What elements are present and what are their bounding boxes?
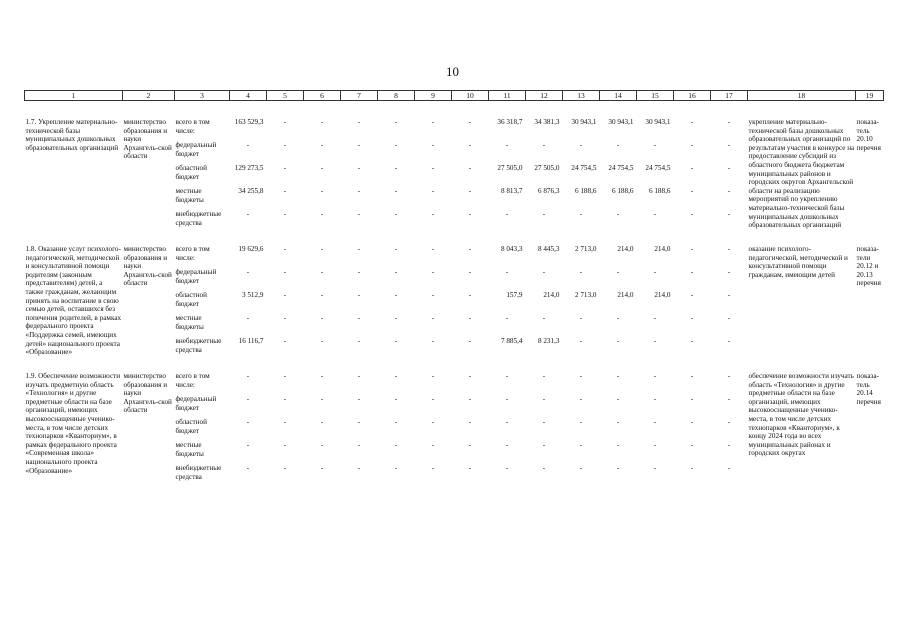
- value-cell: 8 231,3: [537, 337, 560, 345]
- value-cell: -: [468, 464, 472, 472]
- value-cell: -: [505, 418, 509, 426]
- value-cell: -: [246, 314, 250, 322]
- value-cell: -: [468, 210, 472, 218]
- value-cell: -: [468, 441, 472, 449]
- value-cell: -: [616, 418, 620, 426]
- value-cell: -: [431, 464, 435, 472]
- value-cell: -: [246, 141, 250, 149]
- spacer-row: [25, 101, 884, 119]
- value-cell: -: [579, 210, 583, 218]
- value-cell: -: [579, 268, 583, 276]
- value-cell: -: [616, 464, 620, 472]
- column-header: 12: [526, 91, 563, 101]
- value-cell: -: [505, 314, 509, 322]
- value-cell: -: [616, 337, 620, 345]
- value-cell: -: [283, 314, 287, 322]
- value-cell: -: [357, 210, 361, 218]
- funding-source: всего в том числе:: [175, 118, 210, 135]
- value-cell: -: [579, 418, 583, 426]
- value-cell: -: [394, 337, 398, 345]
- column-header: 14: [600, 91, 637, 101]
- value-cell: -: [653, 210, 657, 218]
- value-cell: -: [431, 314, 435, 322]
- column-header: 10: [452, 91, 489, 101]
- value-cell: -: [283, 141, 287, 149]
- value-cell: 19 629,6: [238, 245, 264, 253]
- value-cell: -: [246, 372, 250, 380]
- value-cell: -: [394, 418, 398, 426]
- value-cell: -: [727, 210, 731, 218]
- spacer-row: [25, 360, 884, 372]
- value-cell: -: [357, 314, 361, 322]
- column-header: 3: [175, 91, 230, 101]
- value-cell: 8 813,7: [500, 187, 523, 195]
- value-cell: -: [246, 441, 250, 449]
- column-header: 6: [304, 91, 341, 101]
- value-cell: -: [394, 245, 398, 253]
- value-cell: -: [357, 337, 361, 345]
- value-cell: -: [431, 141, 435, 149]
- value-cell: 27 505,0: [534, 164, 560, 172]
- value-cell: -: [542, 395, 546, 403]
- value-cell: -: [431, 395, 435, 403]
- value-cell: -: [579, 395, 583, 403]
- value-cell: -: [653, 441, 657, 449]
- value-cell: -: [653, 337, 657, 345]
- value-cell: 27 505,0: [497, 164, 523, 172]
- value-cell: -: [283, 337, 287, 345]
- value-cell: -: [727, 268, 731, 276]
- value-cell: -: [653, 141, 657, 149]
- value-cell: -: [727, 337, 731, 345]
- value-cell: -: [542, 141, 546, 149]
- value-cell: -: [542, 314, 546, 322]
- value-cell: -: [357, 187, 361, 195]
- value-cell: 30 943,1: [608, 118, 634, 126]
- value-cell: -: [616, 441, 620, 449]
- value-cell: -: [394, 187, 398, 195]
- value-cell: -: [357, 395, 361, 403]
- value-cell: -: [246, 268, 250, 276]
- value-cell: -: [283, 268, 287, 276]
- value-cell: -: [505, 372, 509, 380]
- value-cell: -: [431, 245, 435, 253]
- spacer-row: [25, 233, 884, 245]
- value-cell: 3 512,9: [241, 291, 264, 299]
- value-cell: -: [468, 141, 472, 149]
- value-cell: -: [320, 141, 324, 149]
- value-cell: -: [653, 268, 657, 276]
- value-cell: -: [468, 291, 472, 299]
- column-header: 9: [415, 91, 452, 101]
- value-cell: -: [727, 395, 731, 403]
- value-cell: -: [653, 464, 657, 472]
- value-cell: -: [357, 441, 361, 449]
- value-cell: -: [690, 314, 694, 322]
- value-cell: -: [394, 395, 398, 403]
- value-cell: -: [616, 395, 620, 403]
- column-header: 8: [378, 91, 415, 101]
- value-cell: -: [579, 441, 583, 449]
- value-cell: -: [283, 464, 287, 472]
- program-table: [24, 90, 884, 487]
- funding-source: внебюджетные средства: [175, 464, 222, 481]
- funding-source: внебюджетные средства: [175, 337, 222, 354]
- expected-result: оказание психолого-педагогической, методической и консультативной помощи гражданам, имеющим детей: [748, 245, 848, 279]
- value-cell: -: [320, 268, 324, 276]
- column-header: 7: [341, 91, 378, 101]
- value-cell: -: [542, 464, 546, 472]
- value-cell: -: [542, 268, 546, 276]
- value-cell: -: [394, 118, 398, 126]
- value-cell: 6 188,6: [648, 187, 671, 195]
- value-cell: -: [468, 268, 472, 276]
- value-cell: -: [431, 268, 435, 276]
- value-cell: -: [690, 337, 694, 345]
- funding-source: местные бюджеты: [175, 314, 204, 331]
- column-header: 15: [637, 91, 674, 101]
- value-cell: -: [542, 372, 546, 380]
- value-cell: -: [431, 418, 435, 426]
- indicator-ref: показа-тель 20.14 перечня: [856, 372, 881, 406]
- value-cell: -: [579, 464, 583, 472]
- funding-source: всего в том числе:: [175, 372, 210, 389]
- value-cell: -: [283, 118, 287, 126]
- value-cell: 24 754,5: [571, 164, 597, 172]
- value-cell: -: [394, 314, 398, 322]
- value-cell: -: [690, 464, 694, 472]
- table-row: [25, 118, 884, 141]
- value-cell: -: [505, 441, 509, 449]
- value-cell: -: [246, 395, 250, 403]
- column-header: 13: [563, 91, 600, 101]
- value-cell: -: [320, 291, 324, 299]
- value-cell: -: [690, 291, 694, 299]
- value-cell: 214,0: [617, 291, 634, 299]
- value-cell: -: [283, 291, 287, 299]
- value-cell: -: [357, 418, 361, 426]
- column-header: 5: [267, 91, 304, 101]
- value-cell: -: [357, 245, 361, 253]
- value-cell: -: [431, 441, 435, 449]
- value-cell: -: [320, 395, 324, 403]
- value-cell: 24 754,5: [608, 164, 634, 172]
- value-cell: -: [727, 441, 731, 449]
- value-cell: -: [394, 268, 398, 276]
- column-header: 19: [856, 91, 884, 101]
- table-row: [25, 372, 884, 395]
- value-cell: -: [468, 337, 472, 345]
- value-cell: -: [394, 210, 398, 218]
- value-cell: -: [727, 141, 731, 149]
- value-cell: -: [727, 291, 731, 299]
- activity-name: 1.7. Укрепление материально-технической базы муниципальных дошкольных образовательных организаций: [25, 118, 119, 152]
- value-cell: -: [616, 210, 620, 218]
- value-cell: -: [283, 210, 287, 218]
- value-cell: -: [579, 314, 583, 322]
- value-cell: -: [357, 164, 361, 172]
- value-cell: -: [542, 418, 546, 426]
- value-cell: -: [283, 245, 287, 253]
- value-cell: 214,0: [654, 245, 671, 253]
- value-cell: -: [431, 164, 435, 172]
- value-cell: -: [468, 395, 472, 403]
- value-cell: -: [468, 245, 472, 253]
- value-cell: -: [394, 464, 398, 472]
- value-cell: -: [468, 118, 472, 126]
- value-cell: 30 943,1: [645, 118, 671, 126]
- value-cell: -: [283, 395, 287, 403]
- value-cell: 214,0: [543, 291, 560, 299]
- table-row: [25, 245, 884, 268]
- value-cell: -: [320, 418, 324, 426]
- value-cell: -: [357, 268, 361, 276]
- value-cell: -: [320, 441, 324, 449]
- value-cell: 7 885,4: [500, 337, 523, 345]
- funding-source: федеральный бюджет: [175, 268, 217, 285]
- value-cell: -: [690, 164, 694, 172]
- executor: министерство образования и науки Архангель-ской области: [123, 118, 172, 161]
- value-cell: -: [394, 441, 398, 449]
- value-cell: -: [690, 372, 694, 380]
- column-header: 17: [711, 91, 748, 101]
- table-body: [25, 91, 884, 488]
- funding-source: местные бюджеты: [175, 441, 204, 458]
- value-cell: -: [690, 245, 694, 253]
- value-cell: -: [357, 291, 361, 299]
- indicator-ref: показа-тель 20.10 перечня: [856, 118, 881, 152]
- funding-source: местные бюджеты: [175, 187, 204, 204]
- value-cell: 6 188,6: [611, 187, 634, 195]
- value-cell: -: [542, 441, 546, 449]
- value-cell: -: [283, 441, 287, 449]
- value-cell: 214,0: [654, 291, 671, 299]
- column-header: 11: [489, 91, 526, 101]
- value-cell: -: [320, 245, 324, 253]
- value-cell: 2 713,0: [574, 245, 597, 253]
- value-cell: -: [690, 187, 694, 195]
- activity-name: 1.8. Оказание услуг психолого-педагогической, методической и консультативной помощи родителям (законным представителям) детей, а также гражданам, желающим принять на воспитание в свою семью детей, оставшихся без попечения родителей, в рамках федерального проекта «Поддержка семей, имеющих детей» национального проекта «Образование»: [25, 245, 122, 357]
- value-cell: -: [246, 418, 250, 426]
- value-cell: -: [690, 141, 694, 149]
- value-cell: -: [468, 164, 472, 172]
- executor: министерство образования и науки Архангель-ской области: [123, 245, 172, 288]
- value-cell: -: [320, 337, 324, 345]
- value-cell: 34 381,3: [534, 118, 560, 126]
- column-header: 18: [748, 91, 856, 101]
- value-cell: -: [579, 141, 583, 149]
- value-cell: -: [616, 268, 620, 276]
- indicator-ref: показа-тели 20.12 и 20.13 перечня: [856, 245, 881, 288]
- value-cell: -: [727, 187, 731, 195]
- value-cell: -: [542, 210, 546, 218]
- expected-result: укрепление материально-технической базы дошкольных образовательных организаций по результатам участия в конкурсе на предоставление субсидий из областного бюджета бюджетам муниципальных районов и городских округов Архангельской области на реализацию мероприятий по укреплению материально-технической базы муниципальных дошкольных образовательных организаций: [748, 118, 855, 230]
- funding-source: всего в том числе:: [175, 245, 210, 262]
- value-cell: 214,0: [617, 245, 634, 253]
- value-cell: -: [727, 418, 731, 426]
- value-cell: -: [320, 210, 324, 218]
- value-cell: 34 255,8: [238, 187, 264, 195]
- value-cell: -: [505, 210, 509, 218]
- header-row: [25, 91, 884, 101]
- value-cell: -: [431, 118, 435, 126]
- value-cell: -: [653, 395, 657, 403]
- value-cell: 6 188,6: [574, 187, 597, 195]
- value-cell: -: [468, 314, 472, 322]
- value-cell: -: [690, 118, 694, 126]
- value-cell: -: [394, 141, 398, 149]
- column-header: 2: [123, 91, 175, 101]
- value-cell: -: [579, 372, 583, 380]
- value-cell: -: [505, 395, 509, 403]
- value-cell: -: [727, 464, 731, 472]
- value-cell: 163 529,3: [234, 118, 264, 126]
- value-cell: -: [505, 464, 509, 472]
- value-cell: -: [357, 141, 361, 149]
- value-cell: -: [505, 268, 509, 276]
- value-cell: -: [246, 210, 250, 218]
- funding-source: федеральный бюджет: [175, 395, 217, 412]
- value-cell: -: [727, 245, 731, 253]
- funding-source: областной бюджет: [175, 291, 207, 308]
- value-cell: -: [246, 464, 250, 472]
- value-cell: -: [431, 337, 435, 345]
- funding-source: областной бюджет: [175, 164, 207, 181]
- value-cell: -: [616, 141, 620, 149]
- value-cell: -: [283, 164, 287, 172]
- value-cell: -: [394, 291, 398, 299]
- value-cell: -: [616, 372, 620, 380]
- value-cell: -: [394, 164, 398, 172]
- value-cell: -: [283, 418, 287, 426]
- value-cell: -: [431, 210, 435, 218]
- funding-source: областной бюджет: [175, 418, 207, 435]
- value-cell: 157,9: [506, 291, 523, 299]
- value-cell: -: [690, 268, 694, 276]
- funding-source: внебюджетные средства: [175, 210, 222, 227]
- value-cell: -: [690, 210, 694, 218]
- value-cell: -: [653, 314, 657, 322]
- column-header: 4: [230, 91, 267, 101]
- value-cell: 129 273,5: [234, 164, 264, 172]
- value-cell: -: [468, 372, 472, 380]
- value-cell: -: [653, 418, 657, 426]
- value-cell: -: [431, 372, 435, 380]
- value-cell: -: [616, 314, 620, 322]
- value-cell: -: [579, 337, 583, 345]
- column-header: 1: [25, 91, 123, 101]
- value-cell: 8 445,3: [537, 245, 560, 253]
- page-number: 10: [446, 64, 459, 79]
- value-cell: 36 318,7: [497, 118, 523, 126]
- executor: министерство образования и науки Архангель-ской области: [123, 372, 172, 415]
- value-cell: -: [690, 418, 694, 426]
- value-cell: 16 116,7: [238, 337, 264, 345]
- value-cell: -: [727, 372, 731, 380]
- value-cell: -: [283, 372, 287, 380]
- value-cell: -: [727, 164, 731, 172]
- expected-result: обеспечение возможности изучать область «Технология» и другие предметные области на базе организаций, имеющих высокооснащенные ученико-места, в том числе детских технопарков «Кванториум», к концу 2024 года во всех муниципальных районах и городских округах: [748, 372, 854, 458]
- value-cell: -: [320, 372, 324, 380]
- value-cell: -: [357, 372, 361, 380]
- value-cell: 8 043,3: [500, 245, 523, 253]
- value-cell: -: [468, 418, 472, 426]
- value-cell: -: [320, 187, 324, 195]
- value-cell: -: [320, 464, 324, 472]
- value-cell: -: [653, 372, 657, 380]
- value-cell: -: [505, 141, 509, 149]
- value-cell: -: [431, 291, 435, 299]
- value-cell: -: [357, 118, 361, 126]
- value-cell: -: [283, 187, 287, 195]
- value-cell: -: [468, 187, 472, 195]
- value-cell: -: [394, 372, 398, 380]
- funding-source: федеральный бюджет: [175, 141, 217, 158]
- value-cell: -: [357, 464, 361, 472]
- value-cell: 2 713,0: [574, 291, 597, 299]
- value-cell: -: [320, 164, 324, 172]
- value-cell: -: [690, 395, 694, 403]
- value-cell: -: [690, 441, 694, 449]
- value-cell: -: [320, 118, 324, 126]
- value-cell: 24 754,5: [645, 164, 671, 172]
- column-header: 16: [674, 91, 711, 101]
- value-cell: -: [727, 118, 731, 126]
- value-cell: -: [727, 314, 731, 322]
- value-cell: -: [320, 314, 324, 322]
- value-cell: 30 943,1: [571, 118, 597, 126]
- value-cell: -: [431, 187, 435, 195]
- activity-name: 1.9. Обеспечение возможности изучать предметную область «Технология» и другие предметные области на базе организаций, имеющих высокооснащенные ученико-места, в том числе детских технопарков «Кванториум», в рамках федерального проекта «Современная школа» национального проекта «Образование»: [25, 372, 121, 475]
- value-cell: 6 876,3: [537, 187, 560, 195]
